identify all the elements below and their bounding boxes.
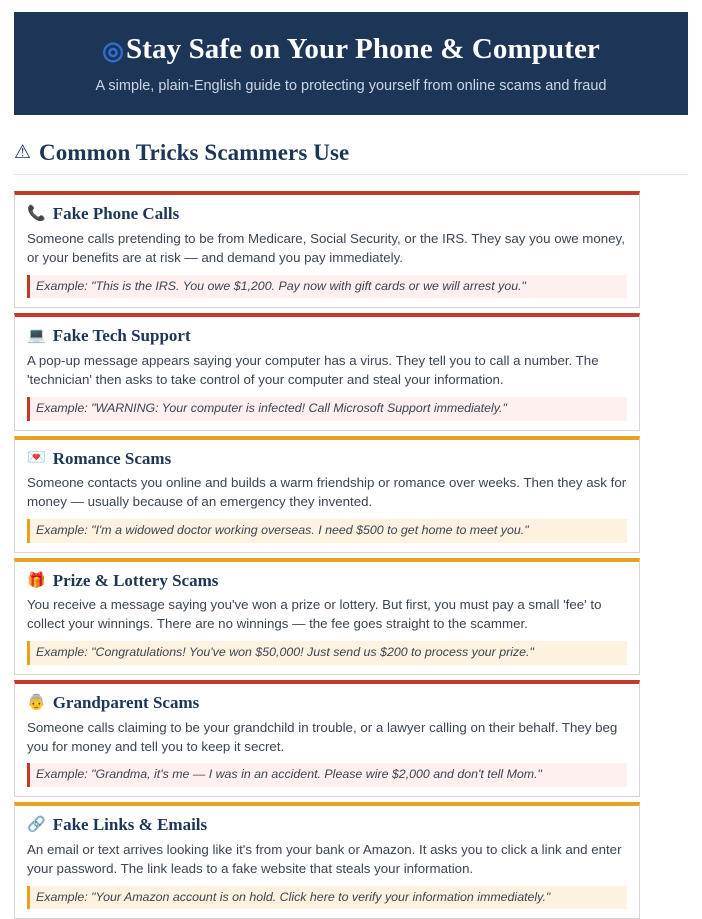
warning-triangle-icon: ⚠ <box>14 142 32 164</box>
scam-card-title-text: Fake Links & Emails <box>52 815 208 835</box>
scam-card-description: A pop-up message appears saying your computer has a virus. They tell you to call a number. The 'technician' then asks to take control of your computer and steal your information. <box>27 353 599 388</box>
scam-card-description: You receive a message saying you've won a prize or lottery. But first, you must pay a small 'fee' to collect your winnings. There are no winnings — the fee goes straight to the scammer. <box>27 597 602 632</box>
scam-card-description: An email or text arrives looking like it's from your bank or Amazon. It asks you to click a link and enter your password. The link leads to a fake website that steals your information. <box>27 841 622 876</box>
scam-card-description: Someone calls pretending to be from Medicare, Social Security, or the IRS. They say you owe money, or your benefits are at risk — and demand you pay immediately. <box>27 230 625 265</box>
shield-check-icon: ◎ <box>102 38 125 65</box>
scam-card-example: Example: "Congratulations! You've won $50,000! Just send us $200 to process your prize." <box>27 641 627 665</box>
scam-card-example: Example: "This is the IRS. You owe $1,200. Pay now with gift cards or we will arrest you." <box>27 275 627 299</box>
scam-card <box>14 436 640 553</box>
scam-card-example: Example: "Your Amazon account is on hold. Click here to verify your information immediately." <box>27 886 627 910</box>
scam-card <box>14 313 640 430</box>
scam-card-title <box>27 205 627 224</box>
section-title: Common Tricks Scammers Use <box>39 140 350 166</box>
scam-card-title <box>27 816 627 835</box>
common-tricks-section <box>14 141 688 919</box>
link-icon: 🔗 <box>27 816 46 833</box>
page-title-text: Stay Safe on Your Phone & Computer <box>126 33 600 65</box>
scam-card-title-text: Prize & Lottery Scams <box>52 570 219 590</box>
laptop-icon: 💻 <box>27 328 46 345</box>
scam-card-title <box>27 694 627 713</box>
scam-card-title-text: Romance Scams <box>52 448 172 468</box>
page-subtitle: A simple, plain-English guide to protecting yourself from online scams and fraud <box>95 77 607 94</box>
scam-card-description: Someone calls claiming to be your grandchild in trouble, or a lawyer calling on their behalf. They beg you for money and tell you to keep it secret. <box>27 719 618 754</box>
gift-icon: 🎁 <box>27 572 46 589</box>
scam-card-example: Example: "Grandma, it's me — I was in an accident. Please wire $2,000 and don't tell Mom." <box>27 763 627 787</box>
scam-card-title <box>27 327 627 346</box>
elderly-person-icon: 👵 <box>27 694 46 711</box>
scam-card-title-text: Fake Phone Calls <box>52 204 180 224</box>
scam-card-title-text: Fake Tech Support <box>52 326 191 346</box>
scam-card-example: Example: "I'm a widowed doctor working overseas. I need $500 to get home to meet you." <box>27 519 627 543</box>
love-letter-icon: 💌 <box>27 450 46 467</box>
scam-card-title <box>27 572 627 591</box>
scam-card <box>14 680 640 797</box>
scam-card <box>14 558 640 675</box>
scam-card-list <box>14 191 640 919</box>
scam-card-title-text: Grandparent Scams <box>52 692 200 712</box>
scam-awareness-page <box>0 12 702 904</box>
scam-card-description: Someone contacts you online and builds a warm friendship or romance over weeks. Then they ask for money — usually because of an emergency they invented. <box>27 475 627 510</box>
scam-card <box>14 802 640 919</box>
phone-icon: 📞 <box>27 206 46 223</box>
scam-card <box>14 191 640 308</box>
page-hero-banner <box>14 12 688 115</box>
scam-card-example: Example: "WARNING: Your computer is infected! Call Microsoft Support immediately." <box>27 397 627 421</box>
scam-card-title <box>27 450 627 469</box>
section-header <box>14 141 688 175</box>
page-title <box>32 34 670 66</box>
